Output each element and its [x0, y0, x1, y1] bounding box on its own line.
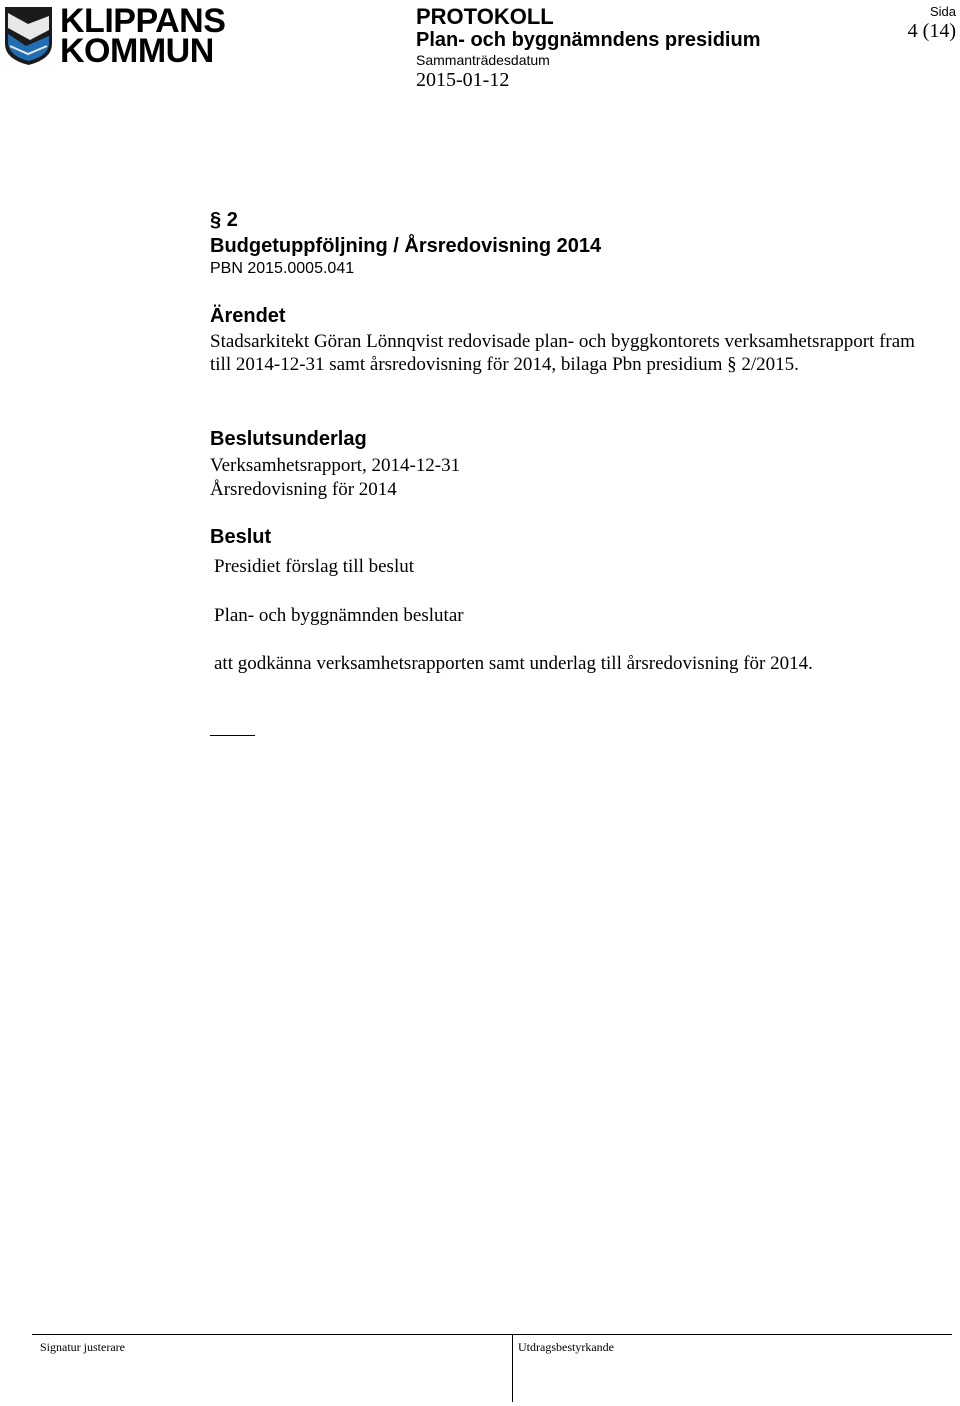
paragraph-number-value: 2 [226, 209, 238, 231]
item-title: Budgetuppföljning / Årsredovisning 2014 [210, 235, 602, 257]
paragraph-number: § 2 [210, 209, 238, 231]
beslutsunderlag-heading: Beslutsunderlag [210, 428, 367, 450]
signature-label: Signatur justerare [40, 1340, 125, 1354]
municipality-logo [2, 4, 232, 68]
committee-name: Plan- och byggnämndens presidium [416, 29, 761, 51]
committee-decides: Plan- och byggnämnden beslutar [214, 605, 464, 626]
beslutsunderlag-item: Årsredovisning för 2014 [210, 479, 397, 500]
page-number: 4 (14) [907, 20, 956, 42]
logo-text-line2: KOMMUN [60, 32, 214, 70]
section-end-rule [210, 735, 255, 736]
att-sats: att godkänna verksamhetsrapporten samt underlag till årsredovisning för 2014. [214, 653, 813, 674]
klippan-emblem-icon [2, 4, 55, 66]
footer-divider [512, 1334, 513, 1402]
logo-text-line1: KLIPPANS [60, 2, 226, 40]
item-reference: PBN 2015.0005.041 [210, 260, 355, 277]
arendet-text: Stadsarkitekt Göran Lönnqvist redovisade plan- och byggkontorets verksamhetsrapport fram till 2014-12-31 samt årsredovisning för 2014, bilaga Pbn presidium § 2/2015. [210, 331, 915, 375]
meeting-date: 2015-01-12 [416, 69, 510, 91]
document-type: PROTOKOLL [416, 4, 554, 29]
presidiet-proposal: Presidiet förslag till beslut [214, 556, 415, 577]
page-label: Sida [929, 4, 956, 19]
beslutsunderlag-item: Verksamhetsrapport, 2014-12-31 [210, 455, 461, 476]
beslut-heading: Beslut [210, 526, 272, 548]
meeting-date-label: Sammanträdesdatum [416, 52, 550, 68]
footer-rule [32, 1334, 952, 1335]
extract-certification-label: Utdragsbestyrkande [518, 1340, 614, 1354]
arendet-heading: Ärendet [210, 305, 286, 327]
